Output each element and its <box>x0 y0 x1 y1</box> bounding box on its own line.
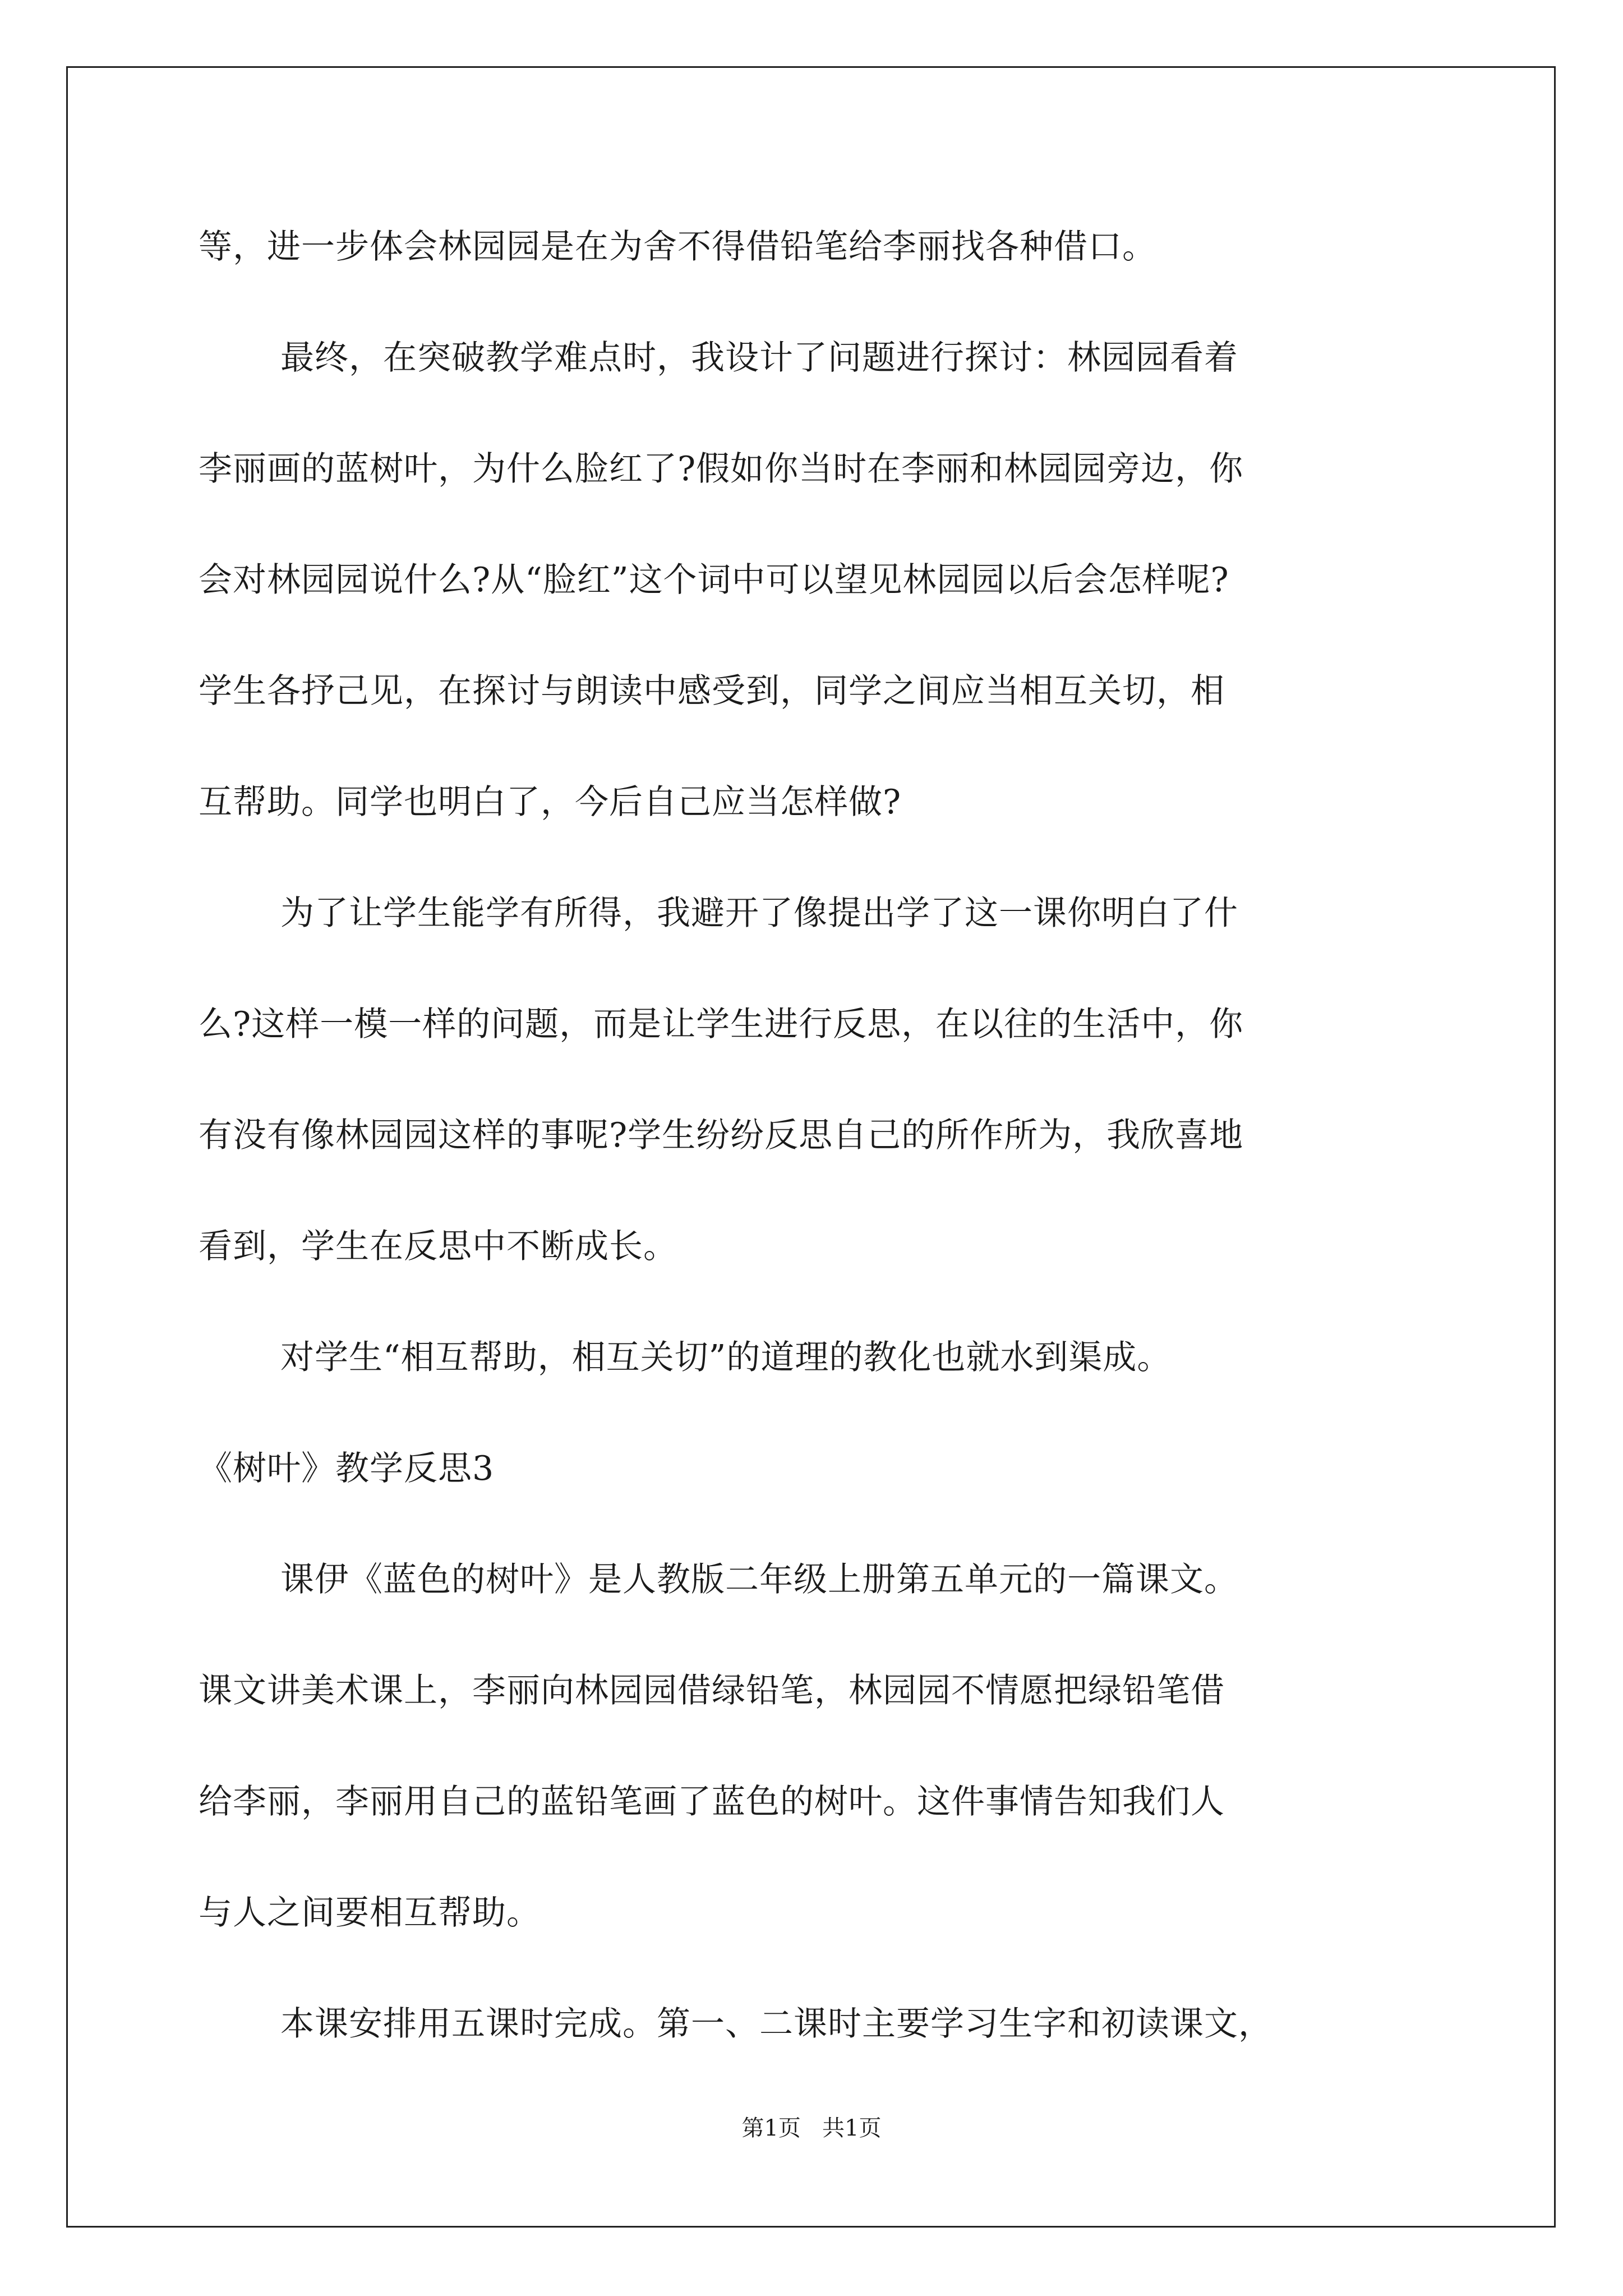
paragraph-line-9: 有没有像林园园这样的事呢?学生纷纷反思自己的所作所为，我欣喜地 <box>199 1116 1244 1155</box>
paragraph-line-5: 学生各抒己见，在探讨与朗读中感受到，同学之间应当相互关切，相 <box>199 671 1225 711</box>
paragraph-line-1: 等，进一步体会林园园是在为舍不得借铅笔给李丽找各种借口。 <box>199 227 1156 266</box>
paragraph-line-8: 么?这样一模一样的问题，而是让学生进行反思，在以往的生活中，你 <box>199 1005 1244 1044</box>
paragraph-line-7: 为了让学生能学有所得，我避开了像提出学了这一课你明白了什 <box>280 894 1238 933</box>
paragraph-line-16: 与人之间要相互帮助。 <box>199 1893 541 1932</box>
paragraph-line-4: 会对林园园说什么?从“脸红”这个词中可以望见林园园以后会怎样呢? <box>199 560 1229 600</box>
paragraph-line-10: 看到，学生在反思中不断成长。 <box>199 1227 677 1266</box>
paragraph-line-3: 李丽画的蓝树叶，为什么脸红了?假如你当时在李丽和林园园旁边，你 <box>199 449 1244 489</box>
page-number-footer: 第1页 共1页 <box>741 2115 882 2141</box>
paragraph-line-6: 互帮助。同学也明白了，今后自己应当怎样做? <box>199 783 902 822</box>
section-heading: 《树叶》教学反思3 <box>199 1449 495 1488</box>
paragraph-line-13: 课伊《蓝色的树叶》是人教版二年级上册第五单元的一篇课文。 <box>280 1560 1238 1599</box>
paragraph-line-11: 对学生“相互帮助，相互关切”的道理的教化也就水到渠成。 <box>280 1338 1172 1377</box>
paragraph-line-2: 最终，在突破教学难点时，我设计了问题进行探讨：林园园看着 <box>280 338 1238 378</box>
paragraph-line-14: 课文讲美术课上，李丽向林园园借绿铅笔，林园园不情愿把绿铅笔借 <box>199 1671 1225 1710</box>
paragraph-line-15: 给李丽，李丽用自己的蓝铅笔画了蓝色的树叶。这件事情告知我们人 <box>199 1782 1225 1821</box>
paragraph-line-17: 本课安排用五课时完成。第一、二课时主要学习生字和初读课文， <box>280 2004 1272 2044</box>
